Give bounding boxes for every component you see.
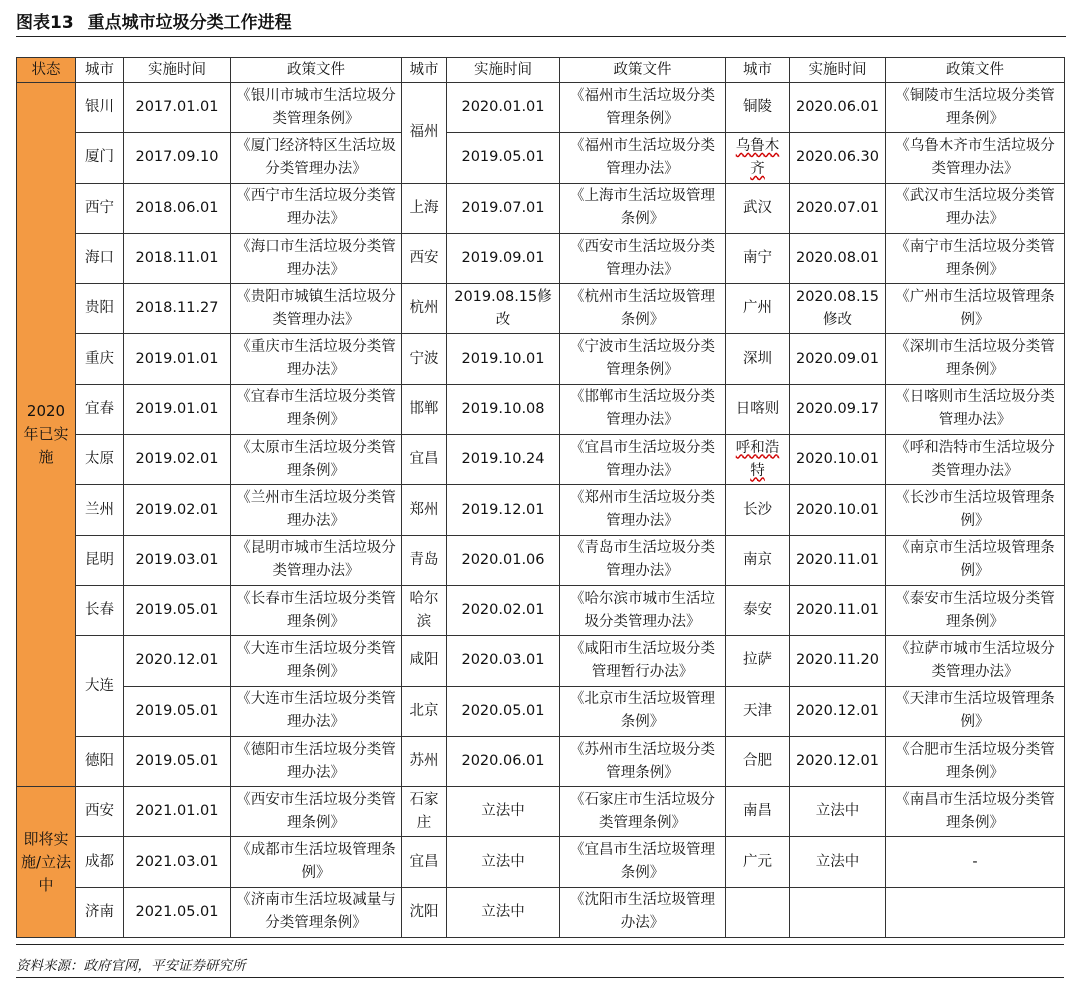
city-cell: 武汉 — [726, 183, 790, 233]
date-cell: 2021.03.01 — [124, 837, 231, 887]
date-cell: 2021.05.01 — [124, 887, 231, 937]
figure-title — [16, 10, 1066, 37]
policy-cell: 《长春市生活垃圾分类管理条例》 — [231, 585, 402, 635]
policy-cell: 《石家庄市生活垃圾分类管理条例》 — [560, 787, 726, 837]
policy-cell: 《南昌市生活垃圾分类管理条例》 — [886, 787, 1065, 837]
table-row — [17, 585, 1065, 635]
date-cell: 2020.11.01 — [790, 535, 886, 585]
table-row — [17, 887, 1065, 937]
date-cell: 2019.12.01 — [447, 485, 560, 535]
city-cell: 银川 — [76, 83, 124, 133]
date-cell: 2020.11.20 — [790, 636, 886, 686]
policy-cell: 《西宁市生活垃圾分类管理办法》 — [231, 183, 402, 233]
date-cell: 2019.07.01 — [447, 183, 560, 233]
policy-cell: 《南宁市生活垃圾分类管理条例》 — [886, 233, 1065, 283]
policy-cell: 《深圳市生活垃圾分类管理条例》 — [886, 334, 1065, 384]
policy-cell: 《重庆市生活垃圾分类管理办法》 — [231, 334, 402, 384]
policy-cell: 《武汉市生活垃圾分类管理办法》 — [886, 183, 1065, 233]
policy-cell: 《天津市生活垃圾管理条例》 — [886, 686, 1065, 736]
city-cell: 南宁 — [726, 233, 790, 283]
header-city: 城市 — [726, 58, 790, 83]
city-cell: 昆明 — [76, 535, 124, 585]
date-cell: 2019.08.15修改 — [447, 284, 560, 334]
city-cell: 宜昌 — [402, 837, 447, 887]
date-cell: 2019.01.01 — [124, 384, 231, 434]
city-cell: 海口 — [76, 233, 124, 283]
header-status: 状态 — [17, 58, 76, 83]
date-cell: 2017.09.10 — [124, 133, 231, 183]
header-policy: 政策文件 — [231, 58, 402, 83]
policy-cell: 《南京市生活垃圾管理条例》 — [886, 535, 1065, 585]
policy-cell: 《哈尔滨市城市生活垃圾分类管理办法》 — [560, 585, 726, 635]
date-cell: 2020.07.01 — [790, 183, 886, 233]
city-cell: 日喀则 — [726, 384, 790, 434]
city-cell: 北京 — [402, 686, 447, 736]
city-cell: 苏州 — [402, 736, 447, 786]
policy-cell: 《海口市生活垃圾分类管理办法》 — [231, 233, 402, 283]
date-cell: 2019.05.01 — [124, 585, 231, 635]
city-cell: 郑州 — [402, 485, 447, 535]
table-row — [17, 183, 1065, 233]
figure-number: 图表13 — [16, 13, 74, 33]
city-waste-table — [16, 57, 1065, 938]
date-cell: 2020.10.01 — [790, 435, 886, 485]
policy-cell: 《宜春市生活垃圾分类管理条例》 — [231, 384, 402, 434]
city-cell: 哈尔滨 — [402, 585, 447, 635]
header-policy: 政策文件 — [560, 58, 726, 83]
city-cell: 宜昌 — [402, 435, 447, 485]
city-cell: 西宁 — [76, 183, 124, 233]
date-cell: 立法中 — [790, 787, 886, 837]
city-cell: 广元 — [726, 837, 790, 887]
table-row — [17, 636, 1065, 686]
date-cell: 2020.01.01 — [447, 83, 560, 133]
city-cell: 铜陵 — [726, 83, 790, 133]
city-cell: 南京 — [726, 535, 790, 585]
policy-cell: 《合肥市生活垃圾分类管理条例》 — [886, 736, 1065, 786]
policy-cell: 《铜陵市生活垃圾分类管理条例》 — [886, 83, 1065, 133]
date-cell: 2020.09.17 — [790, 384, 886, 434]
header-row — [17, 58, 1065, 83]
city-cell: 济南 — [76, 887, 124, 937]
policy-cell — [886, 887, 1065, 937]
city-cell: 南昌 — [726, 787, 790, 837]
table-row — [17, 485, 1065, 535]
city-cell: 厦门 — [76, 133, 124, 183]
date-cell: 2019.02.01 — [124, 485, 231, 535]
figure-title-text: 重点城市垃圾分类工作进程 — [87, 13, 292, 33]
date-cell: 2019.09.01 — [447, 233, 560, 283]
city-cell: 上海 — [402, 183, 447, 233]
city-cell: 重庆 — [76, 334, 124, 384]
city-name: 乌鲁木齐 — [735, 137, 780, 177]
policy-cell: 《宁波市生活垃圾分类管理条例》 — [560, 334, 726, 384]
policy-cell: 《福州市生活垃圾分类管理办法》 — [560, 133, 726, 183]
date-cell: 2020.08.01 — [790, 233, 886, 283]
date-cell: 2019.02.01 — [124, 435, 231, 485]
date-cell: 2021.01.01 — [124, 787, 231, 837]
city-cell: 泰安 — [726, 585, 790, 635]
policy-cell: 《拉萨市城市生活垃圾分类管理办法》 — [886, 636, 1065, 686]
date-cell: 2019.10.08 — [447, 384, 560, 434]
city-cell — [726, 133, 790, 183]
policy-cell: 《成都市生活垃圾管理条例》 — [231, 837, 402, 887]
policy-cell: 《太原市生活垃圾分类管理条例》 — [231, 435, 402, 485]
policy-cell: 《银川市城市生活垃圾分类管理条例》 — [231, 83, 402, 133]
date-cell: 2020.12.01 — [124, 636, 231, 686]
date-cell: 2019.03.01 — [124, 535, 231, 585]
date-cell: 2019.05.01 — [124, 736, 231, 786]
policy-cell: 《济南市生活垃圾减量与分类管理条例》 — [231, 887, 402, 937]
policy-cell: 《宜昌市生活垃圾分类管理办法》 — [560, 435, 726, 485]
city-cell: 青岛 — [402, 535, 447, 585]
date-cell: 2020.12.01 — [790, 686, 886, 736]
policy-cell: 《咸阳市生活垃圾分类管理暂行办法》 — [560, 636, 726, 686]
table-row — [17, 736, 1065, 786]
date-cell: 2019.05.01 — [124, 686, 231, 736]
policy-cell: 《杭州市生活垃圾管理条例》 — [560, 284, 726, 334]
policy-cell: - — [886, 837, 1065, 887]
table-row — [17, 837, 1065, 887]
city-cell: 德阳 — [76, 736, 124, 786]
header-policy: 政策文件 — [886, 58, 1065, 83]
city-name: 呼和浩特 — [735, 439, 780, 479]
city-cell: 石家庄 — [402, 787, 447, 837]
header-date: 实施时间 — [124, 58, 231, 83]
date-cell: 立法中 — [447, 787, 560, 837]
status-implemented: 2020年已实施 — [17, 83, 76, 787]
date-cell: 2020.11.01 — [790, 585, 886, 635]
policy-cell: 《上海市生活垃圾管理条例》 — [560, 183, 726, 233]
city-cell: 成都 — [76, 837, 124, 887]
header-date: 实施时间 — [790, 58, 886, 83]
policy-cell: 《呼和浩特市生活垃圾分类管理办法》 — [886, 435, 1065, 485]
city-cell: 兰州 — [76, 485, 124, 535]
date-cell: 2020.03.01 — [447, 636, 560, 686]
city-cell — [726, 887, 790, 937]
policy-cell: 《西安市生活垃圾分类管理条例》 — [231, 787, 402, 837]
header-city: 城市 — [76, 58, 124, 83]
date-cell: 2018.11.01 — [124, 233, 231, 283]
city-cell: 天津 — [726, 686, 790, 736]
date-cell: 立法中 — [447, 887, 560, 937]
policy-cell: 《德阳市生活垃圾分类管理办法》 — [231, 736, 402, 786]
policy-cell: 《昆明市城市生活垃圾分类管理办法》 — [231, 535, 402, 585]
date-cell: 立法中 — [447, 837, 560, 887]
header-city: 城市 — [402, 58, 447, 83]
date-cell: 2020.05.01 — [447, 686, 560, 736]
policy-cell: 《厦门经济特区生活垃圾分类管理办法》 — [231, 133, 402, 183]
table-row — [17, 334, 1065, 384]
city-cell: 咸阳 — [402, 636, 447, 686]
date-cell: 2020.06.01 — [790, 83, 886, 133]
date-cell: 2020.06.01 — [447, 736, 560, 786]
city-cell: 太原 — [76, 435, 124, 485]
table-row — [17, 435, 1065, 485]
header-date: 实施时间 — [447, 58, 560, 83]
date-cell: 2017.01.01 — [124, 83, 231, 133]
table-row — [17, 787, 1065, 837]
policy-cell: 《福州市生活垃圾分类管理条例》 — [560, 83, 726, 133]
date-cell: 2020.06.30 — [790, 133, 886, 183]
policy-cell: 《沈阳市生活垃圾管理办法》 — [560, 887, 726, 937]
city-cell: 宜春 — [76, 384, 124, 434]
date-cell: 2020.10.01 — [790, 485, 886, 535]
city-cell: 拉萨 — [726, 636, 790, 686]
table-row — [17, 686, 1065, 736]
city-cell: 西安 — [402, 233, 447, 283]
date-cell: 立法中 — [790, 837, 886, 887]
table-row — [17, 284, 1065, 334]
policy-cell: 《郑州市生活垃圾分类管理办法》 — [560, 485, 726, 535]
policy-cell: 《邯郸市生活垃圾分类管理办法》 — [560, 384, 726, 434]
city-cell: 深圳 — [726, 334, 790, 384]
policy-cell: 《西安市生活垃圾分类管理办法》 — [560, 233, 726, 283]
date-cell: 2018.11.27 — [124, 284, 231, 334]
city-cell: 西安 — [76, 787, 124, 837]
table-row — [17, 535, 1065, 585]
date-cell: 2019.10.01 — [447, 334, 560, 384]
date-cell: 2020.02.01 — [447, 585, 560, 635]
policy-cell: 《大连市生活垃圾分类管理条例》 — [231, 636, 402, 686]
status-upcoming: 即将实施/立法中 — [17, 787, 76, 938]
policy-cell: 《苏州市生活垃圾分类管理条例》 — [560, 736, 726, 786]
city-cell: 合肥 — [726, 736, 790, 786]
date-cell: 2019.05.01 — [447, 133, 560, 183]
date-cell: 2018.06.01 — [124, 183, 231, 233]
date-cell: 2019.01.01 — [124, 334, 231, 384]
date-cell: 2020.01.06 — [447, 535, 560, 585]
policy-cell: 《大连市生活垃圾分类管理办法》 — [231, 686, 402, 736]
date-cell: 2020.12.01 — [790, 736, 886, 786]
source-note: 资料来源：政府官网，平安证券研究所 — [16, 944, 1064, 978]
city-cell: 贵阳 — [76, 284, 124, 334]
city-cell: 长春 — [76, 585, 124, 635]
policy-cell: 《北京市生活垃圾管理条例》 — [560, 686, 726, 736]
policy-cell: 《泰安市生活垃圾分类管理条例》 — [886, 585, 1065, 635]
date-cell: 2020.09.01 — [790, 334, 886, 384]
table-row — [17, 384, 1065, 434]
date-cell: 2020.08.15修改 — [790, 284, 886, 334]
policy-cell: 《乌鲁木齐市生活垃圾分类管理办法》 — [886, 133, 1065, 183]
policy-cell: 《长沙市生活垃圾管理条例》 — [886, 485, 1065, 535]
policy-cell: 《青岛市生活垃圾分类管理办法》 — [560, 535, 726, 585]
policy-cell: 《广州市生活垃圾管理条例》 — [886, 284, 1065, 334]
city-cell: 沈阳 — [402, 887, 447, 937]
city-cell: 大连 — [76, 636, 124, 737]
city-cell: 宁波 — [402, 334, 447, 384]
date-cell — [790, 887, 886, 937]
policy-cell: 《贵阳市城镇生活垃圾分类管理办法》 — [231, 284, 402, 334]
city-cell: 邯郸 — [402, 384, 447, 434]
city-cell — [726, 435, 790, 485]
policy-cell: 《宜昌市生活垃圾管理条例》 — [560, 837, 726, 887]
table-row — [17, 133, 1065, 183]
policy-cell: 《日喀则市生活垃圾分类管理办法》 — [886, 384, 1065, 434]
table-row — [17, 83, 1065, 133]
date-cell: 2019.10.24 — [447, 435, 560, 485]
city-cell: 广州 — [726, 284, 790, 334]
city-cell: 福州 — [402, 83, 447, 184]
city-cell: 长沙 — [726, 485, 790, 535]
city-cell: 杭州 — [402, 284, 447, 334]
policy-cell: 《兰州市生活垃圾分类管理办法》 — [231, 485, 402, 535]
table-row — [17, 233, 1065, 283]
